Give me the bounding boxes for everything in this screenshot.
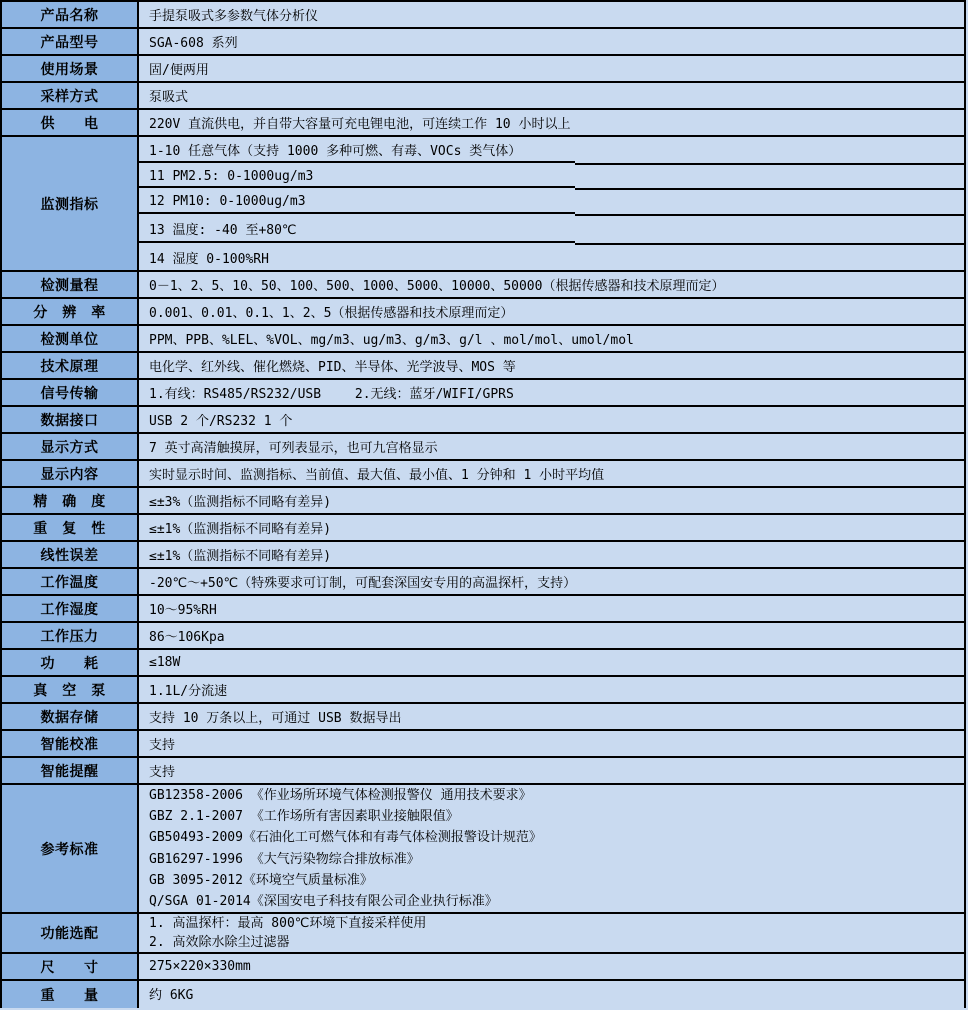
row-value: 手提泵吸式多参数气体分析仪 <box>149 9 319 24</box>
row-label: 显示内容 <box>2 461 139 486</box>
table-row <box>2 461 964 488</box>
monitor-indicator-line: 12 PM10: 0-1000ug/m3 <box>149 194 306 209</box>
table-row <box>2 299 964 326</box>
standard-line: Q/SGA 01-2014《深国安电子科技有限公司企业执行标准》 <box>149 893 498 909</box>
table-row <box>2 914 964 954</box>
divider-segment-left <box>139 241 575 243</box>
row-label: 分 辨 率 <box>2 299 139 324</box>
row-label: 显示方式 <box>2 434 139 459</box>
monitor-indicator-line: 14 湿度 0-100%RH <box>149 252 269 268</box>
row-value: 220V 直流供电，并自带大容量可充电锂电池，可连续工作 10 小时以上 <box>149 117 571 132</box>
standard-line: GB 3095-2012《环境空气质量标准》 <box>149 872 373 888</box>
row-value: ≤±1%（监测指标不同略有差异) <box>149 522 332 537</box>
table-row <box>2 623 964 650</box>
row-value: 电化学、红外线、催化燃烧、PID、半导体、光学波导、MOS 等 <box>149 360 516 375</box>
row-label: 功 耗 <box>2 650 139 675</box>
monitor-indicator-line: 1-10 任意气体（支持 1000 多种可燃、有毒、VOCs 类气体） <box>149 143 522 159</box>
table-row <box>2 758 964 785</box>
row-value: 约 6KG <box>149 988 194 1003</box>
table-row <box>2 380 964 407</box>
row-label: 智能提醒 <box>2 758 139 783</box>
row-value: 支持 <box>149 738 176 753</box>
row-value: 固/便两用 <box>149 63 209 78</box>
row-value: 7 英寸高清触摸屏，可列表显示，也可九宫格显示 <box>149 441 438 456</box>
table-row <box>2 542 964 569</box>
row-value: 支持 <box>149 765 176 780</box>
divider-segment-left <box>139 212 575 214</box>
row-label: 功能选配 <box>2 914 139 952</box>
table-row <box>2 137 964 272</box>
table-row <box>2 29 964 56</box>
table-row <box>2 326 964 353</box>
table-row <box>2 596 964 623</box>
row-label: 使用场景 <box>2 56 139 81</box>
standard-line: GBZ 2.1-2007 《工作场所有害因素职业接触限值》 <box>149 809 459 825</box>
row-value: ≤±3%（监测指标不同略有差异) <box>149 495 332 510</box>
row-label: 工作压力 <box>2 623 139 648</box>
row-value: USB 2 个/RS232 1 个 <box>149 414 293 429</box>
row-label: 产品名称 <box>2 2 139 27</box>
table-row <box>2 488 964 515</box>
table-row <box>2 981 964 1008</box>
row-value <box>139 914 964 952</box>
table-row <box>2 56 964 83</box>
standard-line: GB12358-2006 《作业场所环境气体检测报警仪 通用技术要求》 <box>149 787 532 803</box>
table-row <box>2 569 964 596</box>
row-value: 实时显示时间、监测指标、当前值、最大值、最小值、1 分钟和 1 小时平均值 <box>149 468 605 483</box>
row-label: 参考标准 <box>2 785 139 912</box>
row-label: 检测单位 <box>2 326 139 351</box>
table-row <box>2 434 964 461</box>
row-label: 信号传输 <box>2 380 139 405</box>
row-value: 1.1L/分流速 <box>149 684 228 699</box>
row-label: 检测量程 <box>2 272 139 297</box>
row-label: 工作湿度 <box>2 596 139 621</box>
row-value: ≤±1%（监测指标不同略有差异) <box>149 549 332 564</box>
row-value: 泵吸式 <box>149 90 189 105</box>
row-label: 监测指标 <box>2 137 139 270</box>
table-row <box>2 353 964 380</box>
row-label: 重 量 <box>2 981 139 1008</box>
row-value <box>139 137 964 270</box>
table-row <box>2 407 964 434</box>
row-value: 10～95%RH <box>149 603 217 618</box>
row-value: SGA-608 系列 <box>149 36 238 51</box>
monitor-indicator-line: 11 PM2.5: 0-1000ug/m3 <box>149 168 314 184</box>
table-row <box>2 2 964 29</box>
row-value: PPM、PPB、%LEL、%VOL、mg/m3、ug/m3、g/m3、g/l 、mol/mol、umol/mol <box>149 333 634 348</box>
divider-segment-left <box>139 186 575 188</box>
row-value: 1.有线：RS485/RS232/USB 2.无线：蓝牙/WIFI/GPRS <box>149 387 514 402</box>
monitor-indicator-line: 13 温度: -40 至+80℃ <box>149 223 297 239</box>
row-value <box>139 785 964 912</box>
row-label: 产品型号 <box>2 29 139 54</box>
row-label: 重 复 性 <box>2 515 139 540</box>
row-value: 支持 10 万条以上，可通过 USB 数据导出 <box>149 711 402 726</box>
divider-segment-right <box>575 188 964 190</box>
row-label: 供 电 <box>2 110 139 135</box>
row-label: 尺 寸 <box>2 954 139 979</box>
standard-line: GB50493-2009《石油化工可燃气体和有毒气体检测报警设计规范》 <box>149 830 542 846</box>
table-row <box>2 272 964 299</box>
table-row <box>2 110 964 137</box>
row-label: 智能校准 <box>2 731 139 756</box>
table-row <box>2 704 964 731</box>
row-label: 数据接口 <box>2 407 139 432</box>
table-row <box>2 954 964 981</box>
table-row <box>2 731 964 758</box>
row-label: 采样方式 <box>2 83 139 108</box>
divider-segment-left <box>139 161 575 163</box>
table-row <box>2 650 964 677</box>
divider-segment-right <box>575 163 964 165</box>
row-value: 275×220×330mm <box>149 959 251 974</box>
divider-segment-right <box>575 214 964 216</box>
row-label: 真 空 泵 <box>2 677 139 702</box>
table-row <box>2 785 964 914</box>
row-label: 线性误差 <box>2 542 139 567</box>
row-value: 0.001、0.01、0.1、1、2、5（根据传感器和技术原理而定） <box>149 306 514 321</box>
row-value: -20℃～+50℃（特殊要求可订制，可配套深国安专用的高温探杆，支持） <box>149 576 577 591</box>
row-label: 工作温度 <box>2 569 139 594</box>
option-line: 1. 高温探杆：最高 800℃环境下直接采样使用 <box>149 916 427 931</box>
row-label: 数据存储 <box>2 704 139 729</box>
table-row <box>2 515 964 542</box>
option-line: 2. 高效除水除尘过滤器 <box>149 935 290 950</box>
row-value: 0－1、2、5、10、50、100、500、1000、5000、10000、50000（根据传感器和技术原理而定） <box>149 279 725 294</box>
table-row <box>2 83 964 110</box>
row-value: 86～106Kpa <box>149 630 225 645</box>
standard-line: GB16297-1996 《大气污染物综合排放标准》 <box>149 851 420 867</box>
table-row <box>2 677 964 704</box>
row-label: 精 确 度 <box>2 488 139 513</box>
row-value: ≤18W <box>149 655 181 670</box>
divider-segment-right <box>575 243 964 245</box>
row-label: 技术原理 <box>2 353 139 378</box>
